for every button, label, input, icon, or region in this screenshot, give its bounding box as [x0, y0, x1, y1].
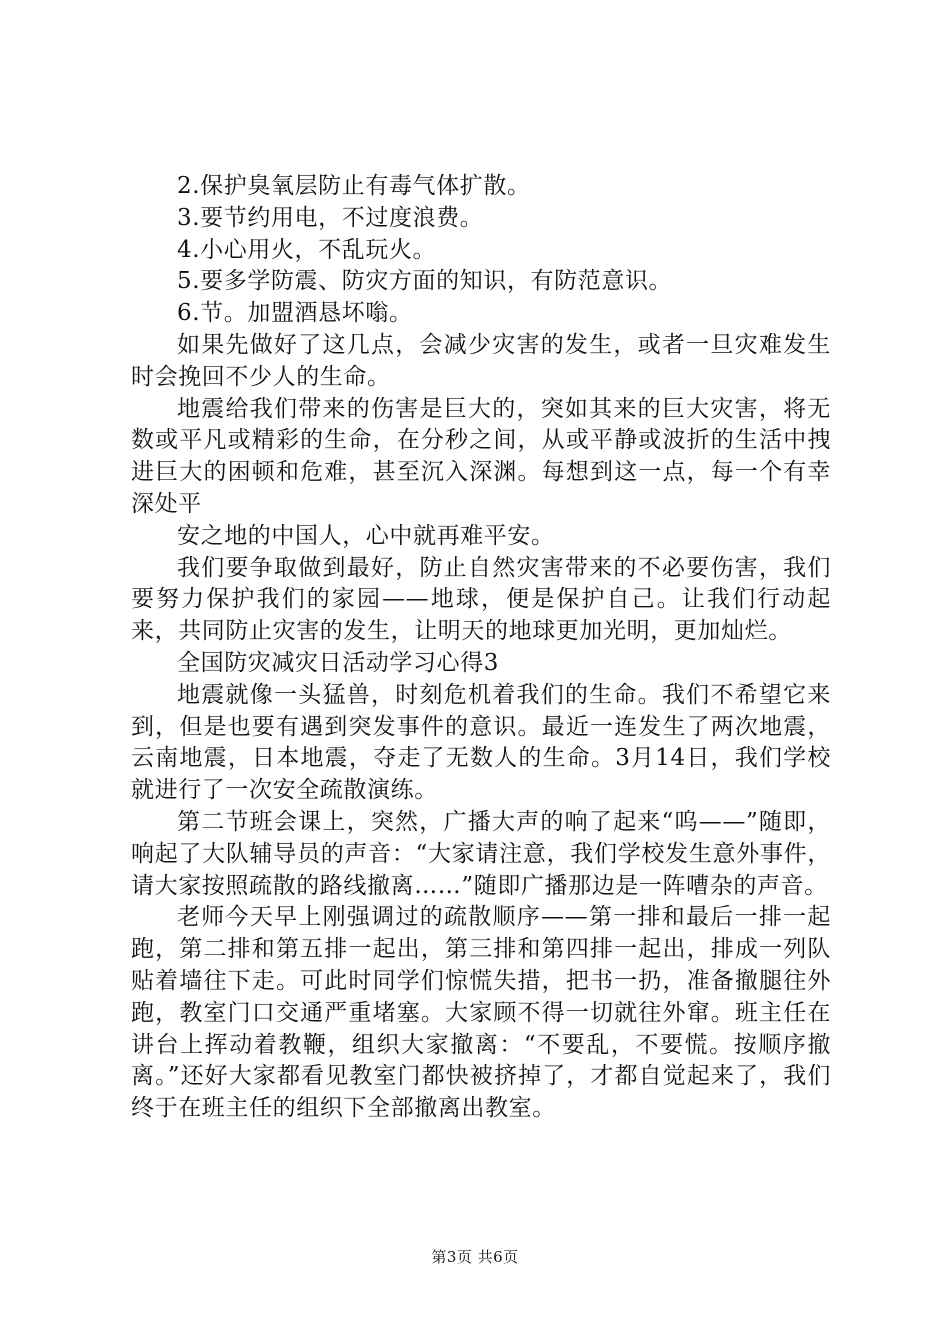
paragraph-protect-home: 我们要争取做到最好，防止自然灾害带来的不必要伤害，我们要努力保护我们的家园——地球，便是保护自己。让我们行动起来，共同防止灾害的发生，让明天的地球更加光明，更加灿烂。 — [131, 554, 831, 645]
page-footer: 第3页 共6页 — [431, 1248, 519, 1266]
paragraph-class-meeting: 第二节班会课上，突然，广播大声的响了起来“呜——”随即，响起了大队辅导员的声音：“大家请注意，我们学校发生意外事件，请大家按照疏散的路线撤离……”随即广播那边是一阵嘈杂的声音。 — [131, 808, 831, 899]
list-item-6: 6.节。加盟酒恳坏嗡。 — [177, 300, 413, 327]
paragraph-continuation: 安之地的中国人，心中就再难平安。 — [177, 522, 555, 549]
section-heading: 全国防灾减灾日活动学习心得3 — [177, 649, 500, 676]
list-item-2: 2.保护臭氧层防止有毒气体扩散。 — [177, 173, 531, 199]
paragraph-summary: 如果先做好了这几点，会减少灾害的发生，或者一旦灾难发生时会挽回不少人的生命。 — [131, 331, 831, 390]
list-item-3: 3.要节约用电，不过度浪费。 — [177, 204, 484, 231]
document-body — [131, 171, 831, 1125]
paragraph-evacuation-order: 老师今天早上刚强调过的疏散顺序——第一排和最后一排一起跑，第二排和第五排一起出，第三排和第四排一起出，排成一列队贴着墙往下走。可此时同学们惊慌失措，把书一扔，准备撤腿往外跑，教室门口交通严重堵塞。大家顾不得一切就往外窜。班主任在讲台上挥动着教鞭，组织大家撤离：“不要乱，不要慌。按顺序撤离。”还好大家都看见教室门都快被挤掉了，才都自觉起来了，我们终于在班主任的组织下全部撤离出教室。 — [131, 904, 831, 1122]
paragraph-earthquake-beast: 地震就像一头猛兽，时刻危机着我们的生命。我们不希望它来到，但是也要有遇到突发事件的意识。最近一连发生了两次地震，云南地震，日本地震，夺走了无数人的生命。3月14日，我们学校就进行了一次安全疏散演练。 — [131, 681, 831, 804]
list-item-4: 4.小心用火，不乱玩火。 — [177, 236, 437, 263]
paragraph-earthquake-harm: 地震给我们带来的伤害是巨大的，突如其来的巨大灾害，将无数或平凡或精彩的生命，在分秒之间，从或平静或波折的生活中拽进巨大的困顿和危难，甚至沉入深渊。每想到这一点，每一个有幸深处平 — [131, 395, 831, 517]
list-item-5: 5.要多学防震、防灾方面的知识，有防范意识。 — [177, 268, 673, 295]
